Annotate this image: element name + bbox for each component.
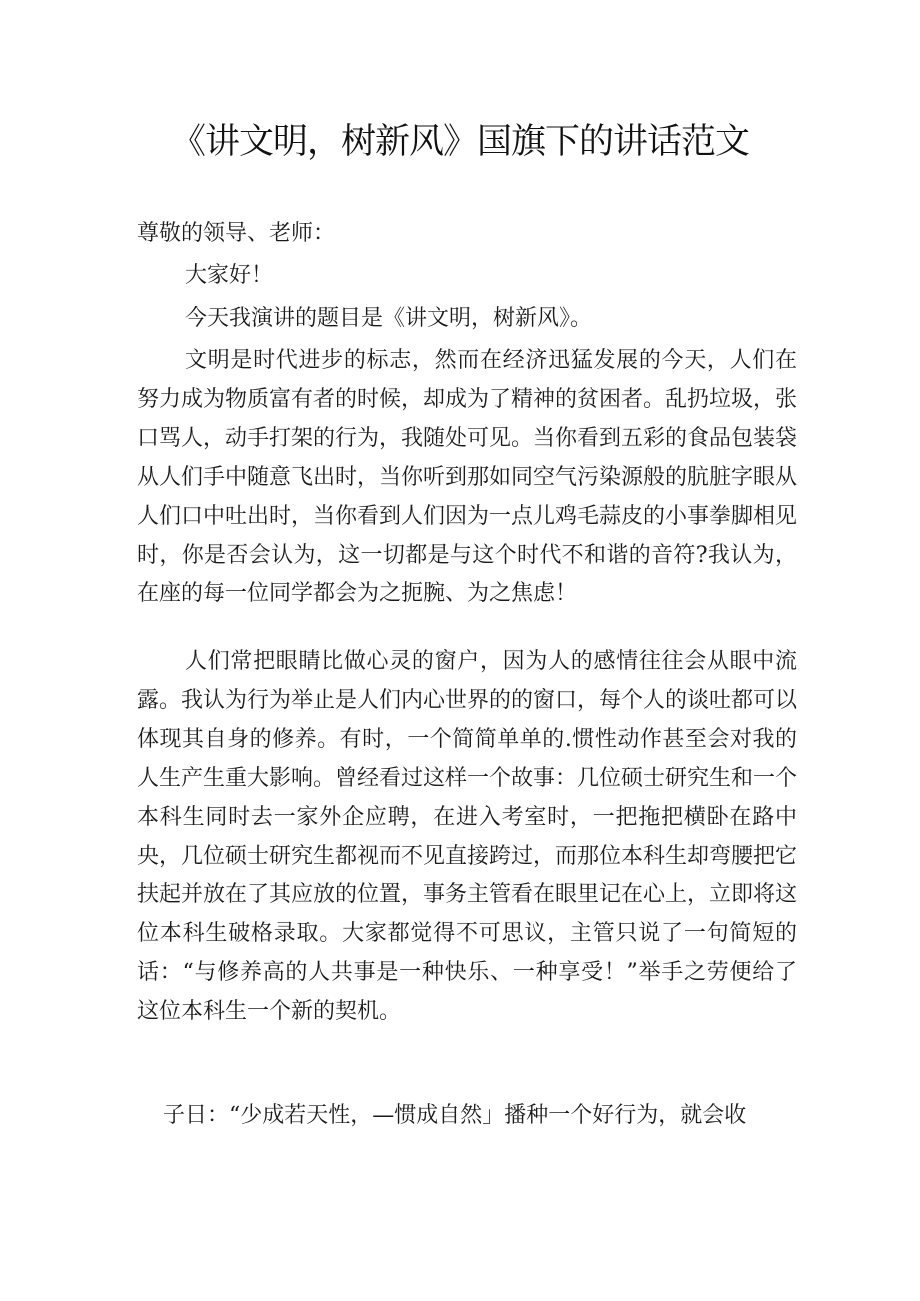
document-title: 《讲文明，树新风》国旗下的讲话范文 [170, 122, 749, 162]
paragraph-civilization: 文明是时代进步的标志，然而在经济迅猛发展的今天，人们在努力成为物质富有者的时候，却成为了精神的贫困者。乱扔垃圾，张口骂人，动手打架的行为，我随处可见。当你看到五彩的食品包装袋从人们手中随意飞出时，当你听到那如同空气污染源般的肮脏字眼从人们口中吐出时，当你看到人们因为一点儿鸡毛蒜皮的小事拳脚相见时，你是否会认为，这一切都是与这个时代不和谐的音符?我认为，在座的每一位同学都会为之扼腕、为之焦虑！ [137, 348, 798, 607]
paragraph-confucius-quote: 子日：“少成若天性，—惯成自然」播种一个好行为，就会收 [163, 1103, 747, 1128]
paragraph-behavior-story: 人们常把眼睛比做心灵的窗户，因为人的感情往往会从眼中流露。我认为行为举止是人们内心世界的的窗口，每个人的谈吐都可以体现其自身的修养。有时，一个简简单单的.惯性动作甚至会对我的人生产生重大影响。曾经看过这样一个故事：几位硕士研究生和一个本科生同时去一家外企应聘，在进入考室时，一把拖把横卧在路中央，几位硕士研究生都视而不见直接跨过，而那位本科生却弯腰把它扶起并放在了其应放的位置，事务主管看在眼里记在心上，立即将这位本科生破格录取。大家都觉得不可思议，主管只说了一句简短的话：“与修养高的人共事是一种快乐、一种享受！”举手之劳便给了这位本科生一个新的契机。 [137, 649, 798, 1025]
greeting: 大家好！ [185, 263, 274, 288]
salutation: 尊敬的领导、老师： [137, 221, 336, 246]
speech-topic: 今天我演讲的题目是《讲文明，树新风》。 [185, 306, 593, 331]
